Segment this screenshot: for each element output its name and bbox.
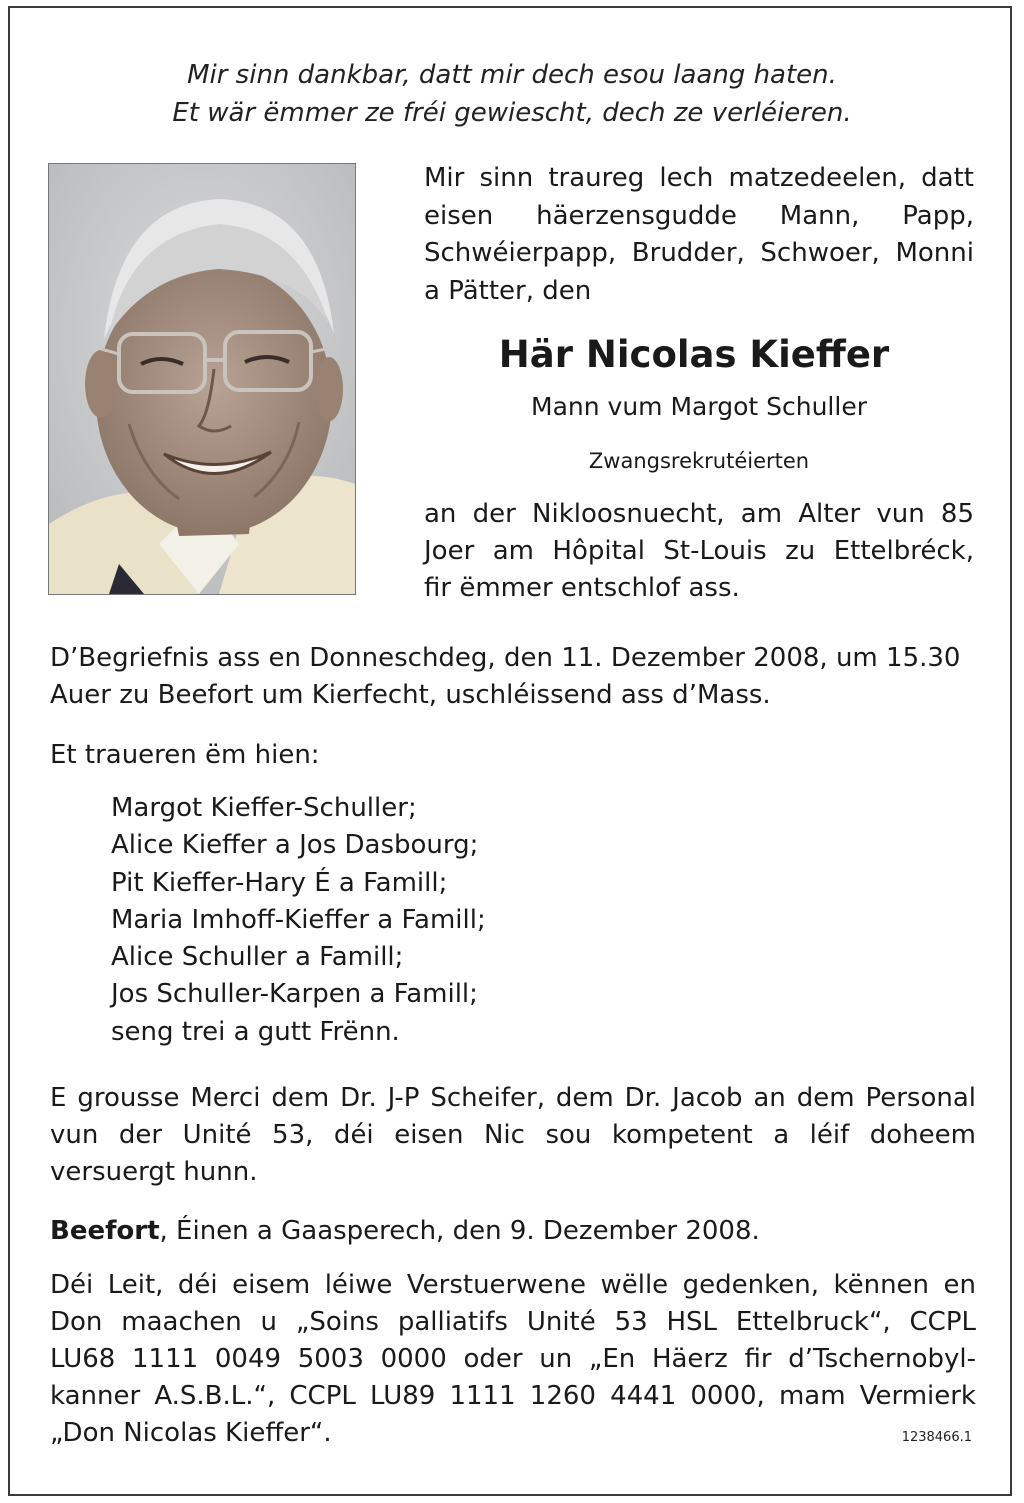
donation-line: LU68 1111 0049 5003 0000 oder un „En Häerz fir d’Tschernobyl- bbox=[50, 1344, 976, 1374]
mourner-item: Jos Schuller-Karpen a Famill; bbox=[111, 979, 478, 1010]
thanks-line: versuergt hunn. bbox=[50, 1157, 258, 1187]
funeral-line: D’Begriefnis ass en Donneschdeg, den 11. Dezember 2008, um 15.30 bbox=[50, 643, 961, 673]
intro-line: Schwéierpapp, Brudder, Schwoer, Monni bbox=[424, 238, 974, 268]
place-town: Beefort bbox=[50, 1216, 160, 1246]
role-line: Zwangsrekrutéierten bbox=[588, 449, 810, 473]
thanks-line: vun der Unité 53, déi eisen Nic sou kompetent a léif doheem bbox=[50, 1120, 976, 1150]
mourner-item: seng trei a gutt Frënn. bbox=[111, 1016, 400, 1047]
mourner-item: Alice Kieffer a Jos Dasbourg; bbox=[111, 830, 479, 861]
portrait-photo bbox=[48, 163, 356, 595]
reference-number: 1238466.1 bbox=[901, 1430, 972, 1445]
donation-line: Déi Leit, déi eisem léiwe Verstuerwene wëlle gedenken, kënnen en bbox=[50, 1270, 976, 1300]
funeral-paragraph bbox=[50, 640, 976, 714]
mourners-list bbox=[111, 790, 486, 1051]
mourners-heading bbox=[50, 737, 976, 774]
mourners-heading-text: Et traueren ëm hien: bbox=[50, 740, 320, 770]
death-line: fir ëmmer entschlof ass. bbox=[424, 573, 740, 603]
spouse-line: Mann vum Margot Schuller bbox=[531, 392, 867, 421]
donation-paragraph bbox=[50, 1267, 976, 1452]
funeral-line: Auer zu Beefort um Kierfecht, uschléissend ass d’Mass. bbox=[50, 680, 771, 710]
portrait-illustration bbox=[49, 164, 355, 594]
epigraph-line: Mir sinn dankbar, datt mir dech esou laang haten. bbox=[187, 60, 837, 90]
death-line: Joer am Hôpital St-Louis zu Ettelbréck, bbox=[424, 536, 974, 566]
epigraph-line: Et wär ëmmer ze fréi gewiescht, dech ze verléieren. bbox=[172, 98, 852, 128]
intro-line-last: a Pätter, den bbox=[424, 275, 592, 306]
donation-line: „Don Nicolas Kieffer“. bbox=[50, 1418, 332, 1448]
place-date-line bbox=[50, 1213, 976, 1250]
death-details bbox=[424, 496, 974, 607]
thanks-paragraph bbox=[50, 1080, 976, 1191]
intro-line: Mir sinn traureg lech matzedeelen, datt bbox=[424, 163, 974, 193]
place-date: , Éinen a Gaasperech, den 9. Dezember 2008. bbox=[159, 1216, 760, 1246]
deceased-name: Här Nicolas Kieffer bbox=[498, 333, 890, 376]
announcement-intro bbox=[424, 160, 974, 310]
mourner-item: Alice Schuller a Famill; bbox=[111, 942, 404, 973]
donation-line: Don maachen u „Soins palliatifs Unité 53 HSL Ettelbruck“, CCPL bbox=[50, 1307, 976, 1337]
mourner-item: Margot Kieffer-Schuller; bbox=[111, 793, 417, 823]
death-line: an der Nikloosnuecht, am Alter vun 85 bbox=[424, 499, 974, 529]
mourner-item: Maria Imhoff-Kieffer a Famill; bbox=[111, 904, 486, 935]
thanks-line: E grousse Merci dem Dr. J-P Scheifer, dem Dr. Jacob an dem Personal bbox=[50, 1083, 976, 1113]
donation-line: kanner A.S.B.L.“, CCPL LU89 1111 1260 4441 0000, mam Vermierk bbox=[50, 1381, 976, 1411]
intro-line: eisen häerzensgudde Mann, Papp, bbox=[424, 200, 974, 231]
mourner-item: Pit Kieffer-Hary É a Famill; bbox=[111, 867, 448, 898]
epigraph bbox=[0, 56, 1024, 132]
